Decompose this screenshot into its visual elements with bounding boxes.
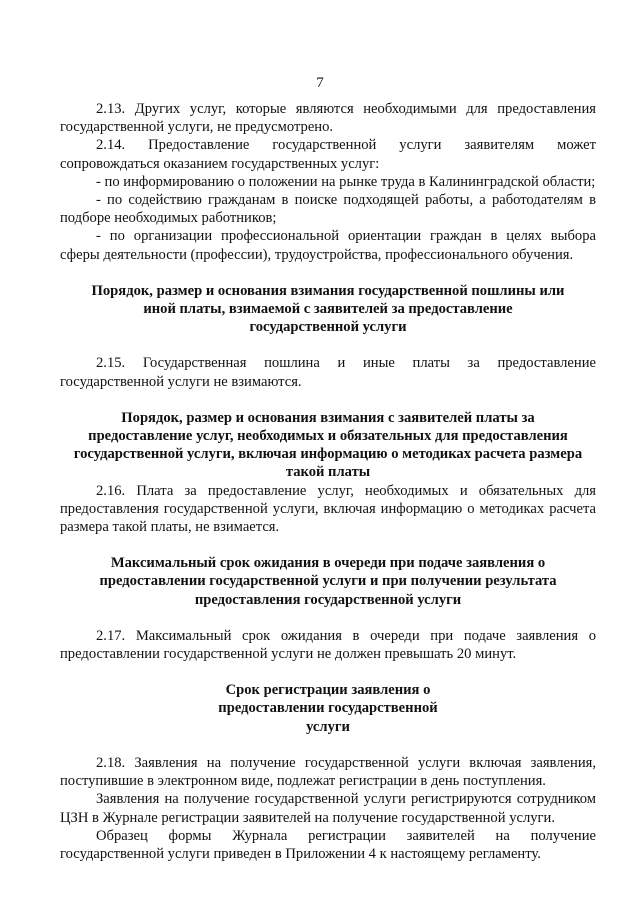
paragraph-2-14: 2.14. Предоставление государственной услуги заявителям может сопровождаться оказанием государственных услуг: — [60, 137, 596, 172]
section-heading-registration: Срок регистрации заявления о предоставлении государственной услуги — [218, 682, 438, 735]
paragraph-2-18: 2.18. Заявления на получение государственной услуги включая заявления, поступившие в электронном виде, подлежат регистрации в день поступления. — [60, 754, 596, 790]
page-number: 7 — [316, 75, 324, 91]
document-body — [60, 100, 596, 863]
paragraph-2-17: 2.17. Максимальный срок ожидания в очереди при подаче заявления о предоставлении государственной услуги не должен превышать 20 минут. — [60, 627, 596, 663]
list-item: - по организации профессиональной ориентации граждан в целях выбора сферы деятельности (профессии), трудоустройства, профессионального обучения. — [60, 228, 596, 263]
paragraph-2-13: 2.13. Других услуг, которые являются необходимыми для предоставления государственной услуги, не предусмотрено. — [60, 101, 596, 136]
paragraph-2-18-registration: Заявления на получение государственной услуги регистрируются сотрудником ЦЗН в Журнале регистрации заявителей на получение государственной услуги. — [60, 791, 596, 826]
paragraph-2-18-sample: Образец формы Журнала регистрации заявителей на получение государственной услуги приведен в Приложении 4 к настоящему регламенту. — [60, 827, 596, 862]
section-heading-fee: Порядок, размер и основания взимания государственной пошлины или иной платы, взимаемой с заявителей за предоставление государственной услуги — [91, 282, 565, 336]
paragraph-2-16: 2.16. Плата за предоставление услуг, необходимых и обязательных для предоставления государственной услуги, включая информацию о методиках расчета размера такой платы, не взимается. — [60, 482, 596, 536]
section-heading-payment: Порядок, размер и основания взимания с заявителей платы за предоставление услуг, необходимых и обязательных для предоставления государственной услуги, включая информацию о методиках расчета размера такой платы — [73, 409, 583, 481]
section-heading-queue: Максимальный срок ожидания в очереди при подаче заявления о предоставлении государственной услуги и при получении результата предоставления государственной услуги — [99, 555, 557, 608]
list-item: - по информированию о положении на рынке труда в Калининградской области; — [96, 173, 596, 190]
list-item: - по содействию гражданам в поиске подходящей работы, а работодателям в подборе необходимых работников; — [60, 192, 596, 227]
paragraph-2-15: 2.15. Государственная пошлина и иные платы за предоставление государственной услуги не взимаются. — [60, 355, 596, 390]
